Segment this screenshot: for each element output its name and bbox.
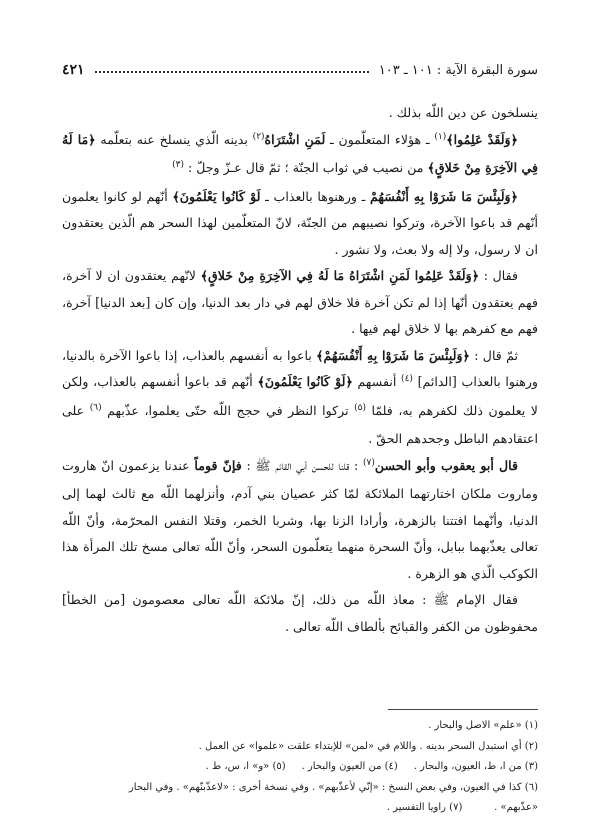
- paragraph-0: [62, 100, 538, 127]
- text: ينسلخون عن دين اللّه بذلك .: [388, 105, 538, 120]
- paragraph-6: [62, 587, 538, 640]
- text: من نصيب في ثواب الجنّة ؛ ثمّ قال عـزّ وجلّ :: [183, 160, 428, 175]
- text: عندنا يزعمون انّ هاروت وماروت ملكان اختارتهما الملائكة لمّا كثر عصيان بني آدم، وأنزلهما اللّه مع ثالث لهما إلى الدنيا، وأنّهما افتتنا بالزهرة، وأرادا الزنا بها، وشربا الخمر، وقتلا النفس المحرّمة، وأنّ اللّه تعالى يعذّبهما ببابل، وأنّ السحرة منهما يتعلّمون السحر، وأنّ اللّه تعالى مسخ تلك المرأة هذا الكوكب الّذي هو الزهرة .: [62, 457, 538, 581]
- text: لانّهم يعتقدون ان لا آخرة، فهم يعتقدون أنّها إذا لم تكن آخرة فلا خلاق لهم في دار بعد الدنيا، وإن كان [بعد الدنيا] آخرة، فهم مع كفرهم بها لا خلاق لهم فيها .: [62, 268, 538, 336]
- text: على اعتقادهم الباطل وجحدهم الحقّ .: [62, 402, 538, 446]
- footnote-ref: (٧): [363, 457, 375, 468]
- quran-verse: ﴿لَوْ كَانُوا يَعْلَمُونَ﴾: [257, 374, 353, 389]
- footnote-ref: (٥): [354, 402, 366, 413]
- text: ـ ورهنوها بالعذاب ـ: [260, 188, 371, 204]
- quran-verse: ﴿مَا لَهُ فِي الآخِرَةِ مِنْ خَلاقٍ﴾: [62, 131, 538, 175]
- footnote-3-5: [62, 757, 538, 778]
- running-title: سورة البقرة الآية : ١٠١ ـ ١٠٣: [378, 62, 538, 78]
- paragraph-4: [62, 343, 538, 453]
- footnotes: [62, 716, 538, 819]
- footnote-ref: (١): [434, 131, 447, 142]
- footnote-ref: (٢): [252, 131, 265, 142]
- quran-verse: ﴿وَلَبِئْسَ مَا شَرَوْا بِهِ أَنْفُسَهُمْ: [370, 188, 518, 204]
- speaker-name: قال أبو يعقوب وأبو الحسن: [374, 457, 519, 473]
- header-dotted-rule: [95, 71, 369, 73]
- paragraph-5: [62, 453, 538, 588]
- text: فقال :: [479, 268, 518, 283]
- footnote-1: (١) «علم» الاصل والبحار .: [428, 720, 538, 731]
- text: الّذي ينسلخ عنه بتعلّمه: [95, 131, 219, 147]
- text: تركوا النظر في حجج اللّه حتّى يعلموا، عذّبهم: [101, 402, 355, 418]
- text: أنّهم قد باعوا أنفسهم بالعذاب، ولكن لا يعلمون ذلك لكفرهم به، فلمّا: [62, 374, 538, 418]
- page-number: ٤٢١: [62, 62, 85, 78]
- main-text: [62, 100, 538, 640]
- quran-verse: لَوْ كَانُوا يَعْلَمُونَ﴾: [172, 188, 261, 204]
- page-header: [62, 58, 538, 82]
- text: فقال الإمام ﷺ : معاذ اللّه من ذلك، إنّ ملائكة اللّه تعالى معصومون [من الخطأ] محفوظون من الكفر والقبائح بألطاف اللّه تعالى .: [62, 592, 538, 634]
- text: أنّهم لو كانوا يعلمون أنّهم قد باعوا الآخرة، وتركوا نصيبهم من الجنّة، لانّ المتعلّمين لهذا السحر هم الّذين يعتقدون ان لا رسول، ولا إله ولا بعث، ولا نشور .: [62, 188, 538, 257]
- footnote-6-cont: «عذّبهم» .: [494, 802, 538, 813]
- footnote-ref: (٣): [172, 160, 184, 170]
- text: ثمّ قال :: [469, 347, 519, 363]
- text: أنفسهم: [352, 374, 402, 389]
- quran-verse: ﴿وَلَقَدْ عَلِمُوا﴾: [446, 131, 518, 147]
- footnote-ref: (٦): [89, 402, 102, 413]
- footnote-separator: [388, 709, 538, 710]
- footnote-7: (٧) راويا التفسير .: [386, 802, 463, 813]
- text: ـ هؤلاء المتعلّمون ـ: [325, 131, 435, 147]
- paragraph-3: [62, 263, 538, 343]
- quran-verse: ﴿وَلَبِئْسَ مَا شَرَوْا بِهِ أَنْفُسَهُمْ﴾: [316, 347, 470, 363]
- quran-verse: ﴿وَلَقَدْ عَلِمُوا لَمَنِ اشْتَرَاهُ مَا لَهُ فِي الآخِرَةِ مِنْ خَلاقٍ﴾: [200, 268, 480, 283]
- text: : قلنا للحسن أبي القائم ﷺ :: [241, 457, 364, 473]
- footnote-6: (٦) كذا في العيون، وفي بعض النسخ : «إنّي لأعذّبهم» . وفي نسخة أخرى : «لاعذّبنّهم» . وفي البحار: [128, 781, 538, 793]
- footnote-2: (٢) أي استبدل السحر بدينه . واللام في «لمن» للإبتداء علقت «علموا» عن العمل .: [198, 740, 538, 752]
- emphasis: فإنّ قوماً: [194, 457, 242, 473]
- text: بدينه: [218, 131, 253, 147]
- paragraph-1: [62, 127, 538, 184]
- footnote-3: (٣) من ا، ط، العيون، والبحار .: [413, 761, 538, 772]
- footnote-6-7: [62, 798, 538, 819]
- quran-verse: لَمَنِ اشْتَرَاهُ: [264, 131, 326, 147]
- paragraph-2: [62, 184, 538, 264]
- footnote-4: (٤) من العيون والبحار .: [301, 761, 398, 772]
- footnote-5: (٥) «و» ا، س، ط .: [205, 761, 286, 772]
- text: باعوا به أنفسهم بالعذاب، إذا باعوا الآخرة بالدنيا، ورهنوا بالعذاب [الدائم]: [62, 347, 539, 389]
- footnote-ref: (٤): [401, 374, 413, 384]
